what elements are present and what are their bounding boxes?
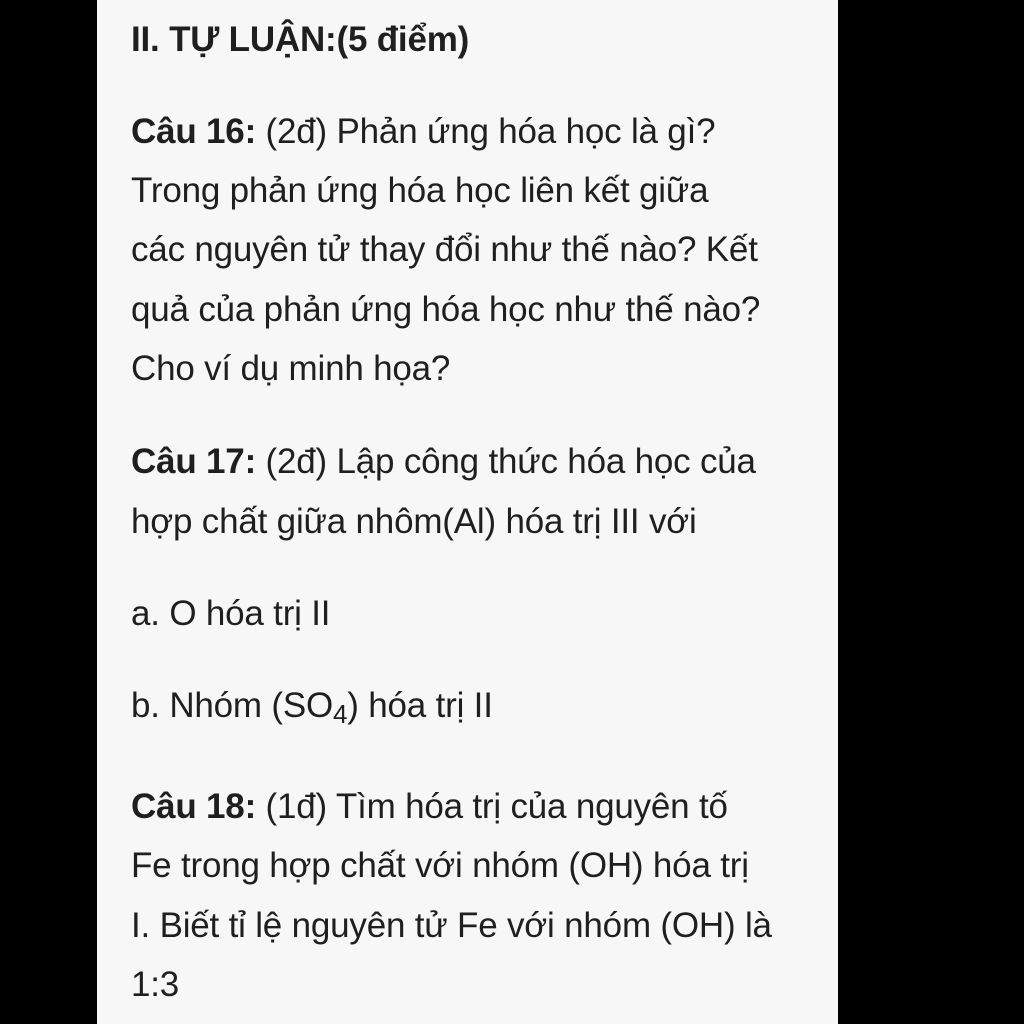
question-17-text-1: (2đ) Lập công thức hóa học của [256, 442, 756, 481]
question-17-item-b [131, 686, 493, 729]
question-17-line-1 [131, 442, 756, 482]
question-18-line-2 [131, 846, 749, 886]
question-18-line-1 [131, 787, 728, 827]
question-18-text-3: I. Biết tỉ lệ nguyên tử Fe với nhóm (OH) là [131, 906, 772, 945]
question-18-text-2: Fe trong hợp chất với nhóm (OH) hóa trị [131, 846, 749, 885]
question-18-line-3 [131, 906, 772, 946]
question-17-item-a [131, 594, 330, 634]
question-16-text-5: Cho ví dụ minh họa? [131, 349, 451, 388]
document-page [97, 0, 838, 1024]
question-17-item-a-text: a. O hóa trị II [131, 594, 331, 633]
question-17-item-b-pre: b. Nhóm (SO [131, 686, 334, 725]
question-18-text-4: 1:3 [131, 965, 180, 1004]
question-17-item-b-subscript: 4 [333, 699, 348, 729]
question-17-label: Câu 17: [131, 442, 257, 481]
question-16-line-3 [131, 230, 758, 270]
question-17-line-2 [131, 502, 697, 542]
question-16-text-2: Trong phản ứng hóa học liên kết giữa [131, 171, 709, 210]
question-16-line-2 [131, 171, 708, 211]
section-title-text: II. TỰ LUẬN:(5 điểm) [131, 20, 470, 59]
question-18-label: Câu 18: [131, 787, 257, 826]
question-16-line-4 [131, 290, 760, 330]
question-16-line-5 [131, 349, 450, 389]
question-16-label: Câu 16: [131, 112, 257, 151]
section-title [131, 20, 469, 60]
question-18-line-4 [131, 965, 179, 1005]
question-17-text-2: hợp chất giữa nhôm(Al) hóa trị III với [131, 502, 697, 541]
question-16-text-3: các nguyên tử thay đổi như thế nào? Kết [131, 230, 758, 269]
question-16-line-1 [131, 112, 715, 152]
question-18-text-1: (1đ) Tìm hóa trị của nguyên tố [256, 787, 728, 826]
question-17-item-b-post: ) hóa trị II [347, 686, 493, 725]
question-16-text-4: quả của phản ứng hóa học như thế nào? [131, 290, 761, 329]
question-16-text-1: (2đ) Phản ứng hóa học là gì? [256, 112, 716, 151]
